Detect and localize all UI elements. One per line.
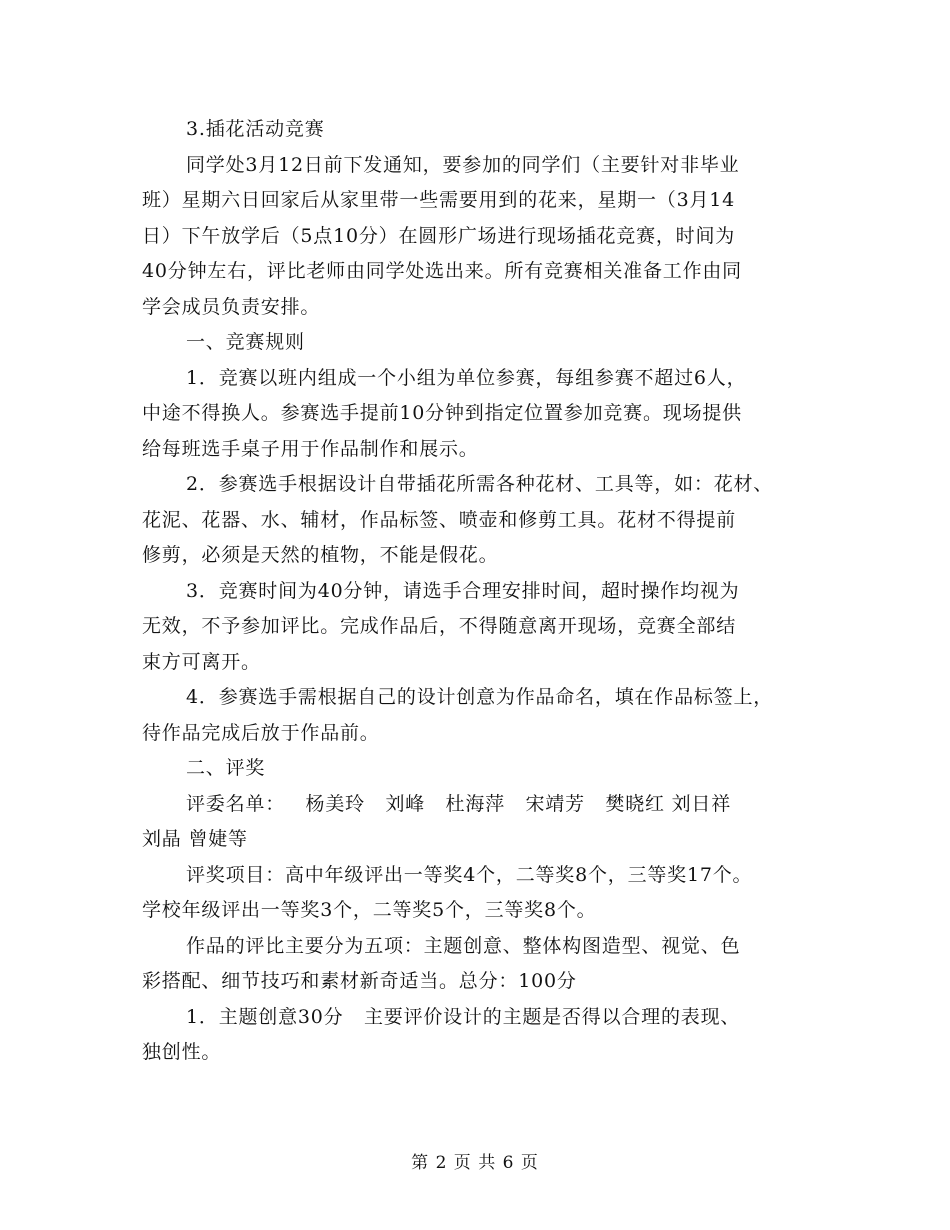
paragraph-line: 班）星期六日回家后从家里带一些需要用到的花来，星期一（3月14 xyxy=(142,189,736,211)
paragraph-line: 学会成员负责安排。 xyxy=(142,295,321,318)
paragraph-line: 1．竞赛以班内组成一个小组为单位参赛，每组参赛不超过6人， xyxy=(186,366,747,389)
paragraph-line: 3．竞赛时间为40分钟，请选手合理安排时间，超时操作均视为 xyxy=(186,579,740,602)
judges-list-line: 刘晶 曾婕等 xyxy=(142,828,248,850)
paragraph-line: 给每班选手桌子用于作品制作和展示。 xyxy=(142,437,479,460)
paragraph-line: 修剪，必须是天然的植物，不能是假花。 xyxy=(142,544,499,566)
paragraph-line: 束方可离开。 xyxy=(142,650,261,673)
paragraph-line: 4．参赛选手需根据自己的设计创意为作品命名，填在作品标签上， xyxy=(186,686,774,708)
paragraph-line: 作品的评比主要分为五项：主题创意、整体构图造型、视觉、色 xyxy=(186,934,741,957)
paragraph-line: 40分钟左右，评比老师由同学处选出来。所有竞赛相关准备工作由同 xyxy=(142,260,742,282)
page-number-footer: 第 2 页 共 6 页 xyxy=(411,1153,539,1173)
paragraph-line: 评奖项目：高中年级评出一等奖4个，二等奖8个，三等奖17个。 xyxy=(186,863,753,886)
paragraph-line: 待作品完成后放于作品前。 xyxy=(142,721,380,744)
paragraph-line: 日）下午放学后（5点10分）在圆形广场进行现场插花竞赛，时间为 xyxy=(142,224,736,247)
paragraph-line: 中途不得换人。参赛选手提前10分钟到指定位置参加竞赛。现场提供 xyxy=(142,402,742,424)
paragraph-line: 独创性。 xyxy=(142,1041,222,1063)
document-body xyxy=(142,112,822,1071)
paragraph-line: 彩搭配、细节技巧和素材新奇适当。总分：100分 xyxy=(142,970,577,992)
paragraph-line: 同学处3月12日前下发通知，要参加的同学们（主要针对非毕业 xyxy=(186,153,740,176)
section-heading-awards: 二、评奖 xyxy=(186,757,266,779)
paragraph-line: 学校年级评出一等奖3个，二等奖5个，三等奖8个。 xyxy=(142,899,597,921)
paragraph-line: 2．参赛选手根据设计自带插花所需各种花材、工具等，如：花材、 xyxy=(186,473,774,495)
section-heading-flower-contest: 3.插花活动竞赛 xyxy=(186,118,325,140)
section-heading-rules: 一、竞赛规则 xyxy=(186,331,305,353)
paragraph-line: 1．主题创意30分 主要评价设计的主题是否得以合理的表现、 xyxy=(186,1005,741,1028)
paragraph-line: 花泥、花器、水、辅材，作品标签、喷壶和修剪工具。花材不得提前 xyxy=(142,508,737,531)
judges-list-line: 评委名单： 杨美玲 刘峰 杜海萍 宋靖芳 樊晓红 刘日祥 xyxy=(186,792,732,815)
paragraph-line: 无效，不予参加评比。完成作品后，不得随意离开现场，竞赛全部结 xyxy=(142,615,737,637)
